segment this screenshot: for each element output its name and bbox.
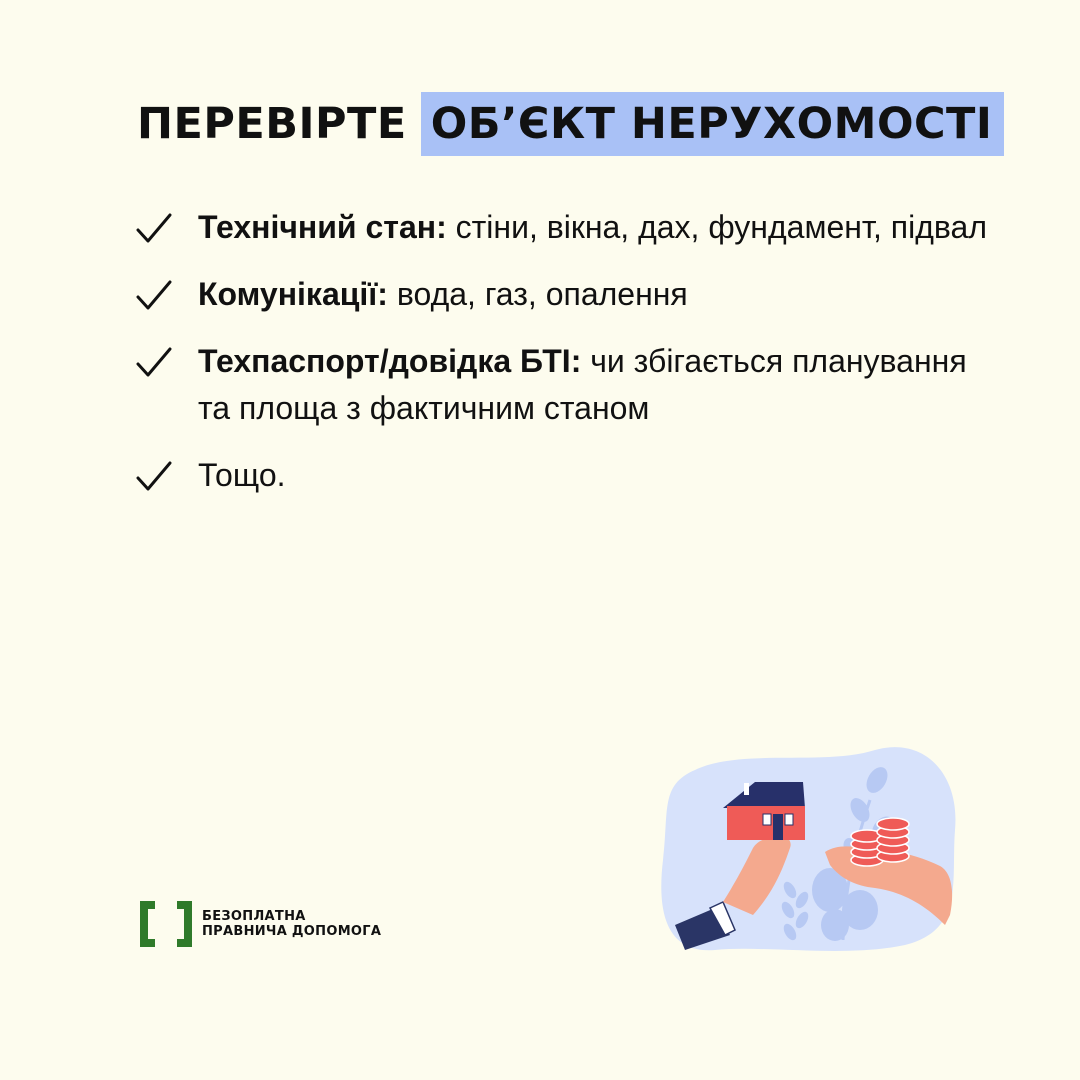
item-text: вода, газ, опалення <box>387 276 688 312</box>
check-icon <box>135 212 173 246</box>
item-text: чи збігається планування та площа з фактичним станом <box>198 343 967 426</box>
logo-text <box>202 909 381 939</box>
checklist <box>135 204 995 519</box>
checklist-item-tech-passport <box>135 338 995 432</box>
legal-aid-logo <box>138 900 381 948</box>
item-text: стіни, вікна, дах, фундамент, підвал <box>446 209 988 245</box>
title-part-1: ПЕРЕВІРТЕ <box>137 99 407 149</box>
house-coins-illustration <box>655 740 965 955</box>
check-icon <box>135 346 173 380</box>
checklist-item-technical-condition <box>135 204 995 251</box>
page-title <box>137 92 1004 156</box>
bracket-logo-icon <box>138 900 194 948</box>
item-text: Тощо. <box>198 457 286 493</box>
item-label: Комунікації: <box>198 276 388 312</box>
checklist-item-etc <box>135 452 995 499</box>
check-icon <box>135 279 173 313</box>
item-label: Техпаспорт/довідка БТІ: <box>198 343 582 379</box>
logo-line-1: БЕЗОПЛАТНА <box>202 909 306 924</box>
item-label: Технічний стан: <box>198 209 447 245</box>
check-icon <box>135 460 173 494</box>
title-highlight: ОБ’ЄКТ НЕРУХОМОСТІ <box>421 92 1005 156</box>
logo-line-2: ПРАВНИЧА ДОПОМОГА <box>202 924 382 939</box>
checklist-item-communications <box>135 271 995 318</box>
